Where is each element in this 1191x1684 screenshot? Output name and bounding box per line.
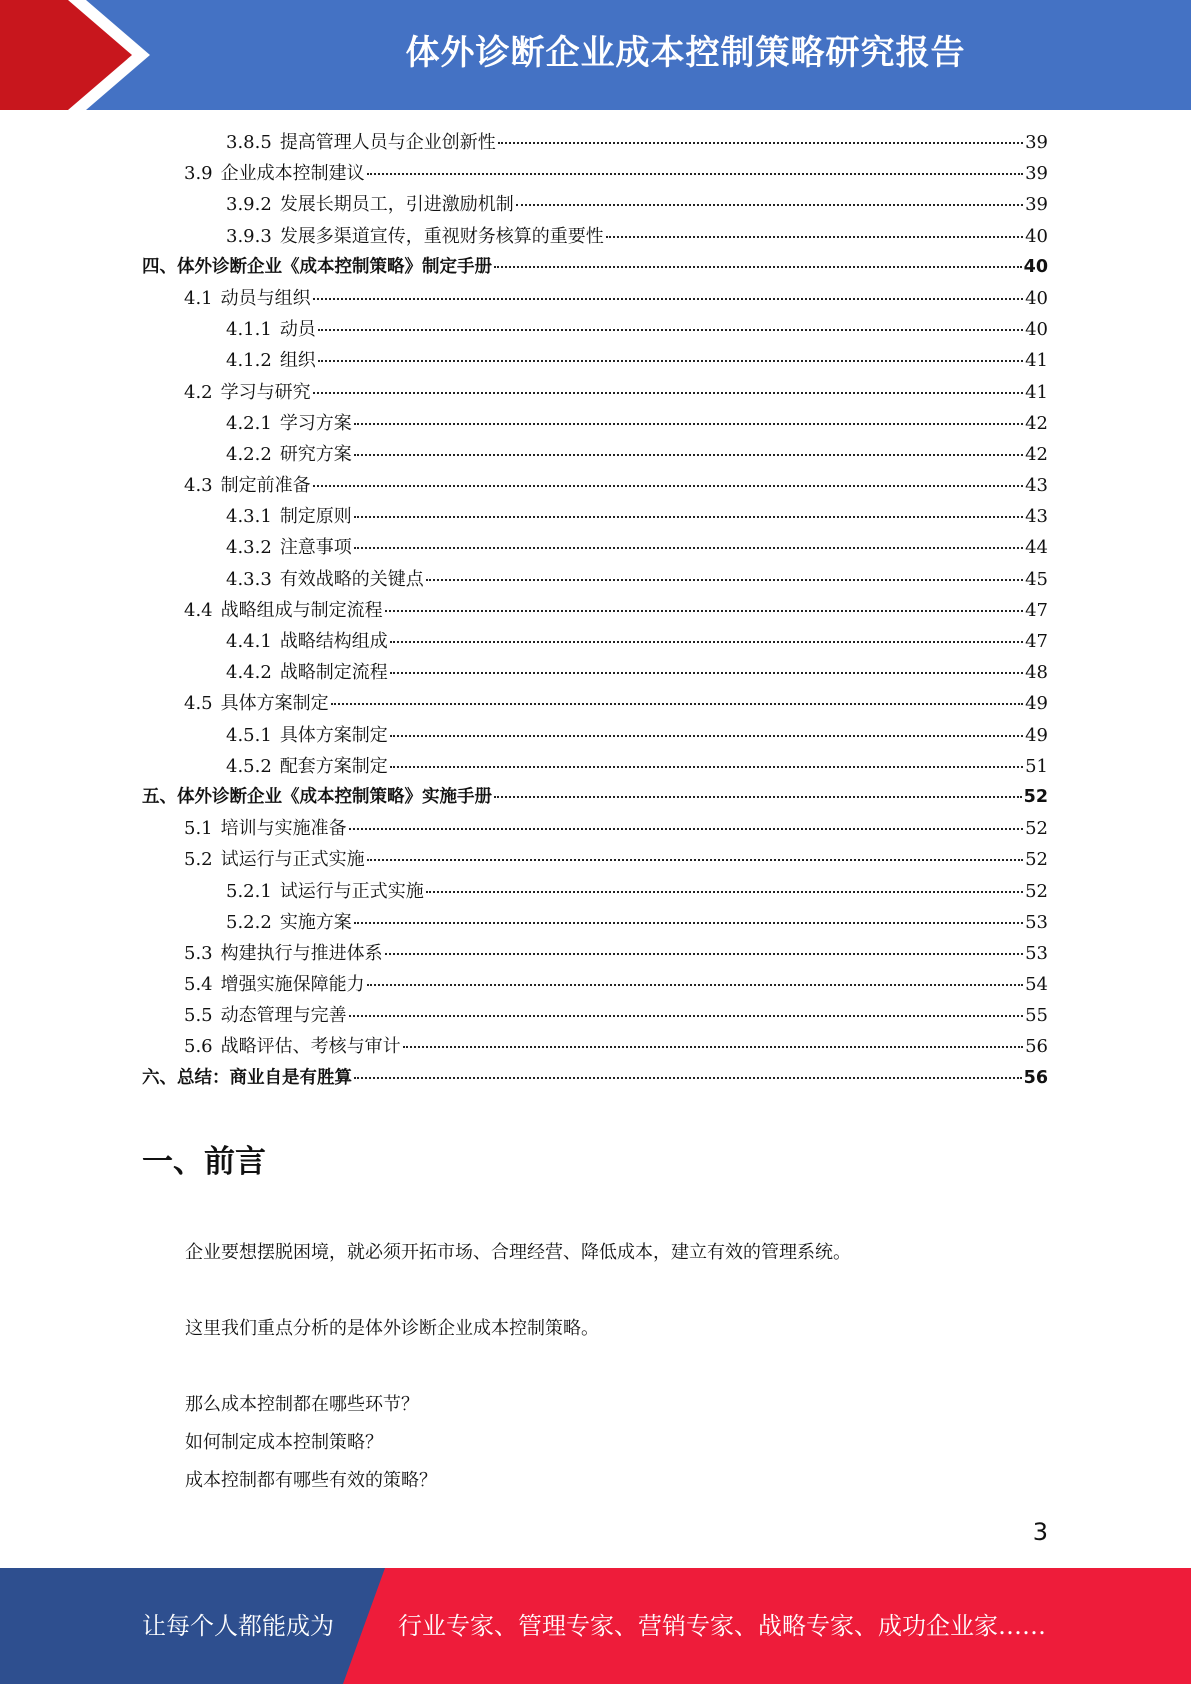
table-of-contents xyxy=(142,128,1048,1095)
toc-entry-page: 40 xyxy=(1025,225,1048,247)
toc-entry-title: 具体方案制定 xyxy=(279,724,388,746)
toc-dot-leader xyxy=(390,672,1023,674)
toc-entry-page: 47 xyxy=(1025,631,1048,652)
toc-dot-leader xyxy=(367,173,1023,175)
toc-entry[interactable] xyxy=(142,689,1048,720)
toc-entry-page: 45 xyxy=(1025,568,1048,590)
toc-dot-leader xyxy=(426,579,1023,581)
toc-entry[interactable] xyxy=(142,1001,1048,1032)
toc-entry-page: 49 xyxy=(1025,693,1048,715)
toc-dot-leader xyxy=(331,703,1023,705)
toc-dot-leader xyxy=(494,796,1022,798)
toc-entry-number: 4.3.1 xyxy=(226,506,272,528)
toc-entry-number: 4.2.1 xyxy=(226,412,272,434)
toc-entry-title: 制定前准备 xyxy=(220,475,311,497)
toc-entry[interactable] xyxy=(142,783,1048,814)
toc-entry-title: 动员 xyxy=(279,319,316,341)
toc-entry-title: 动员与组织 xyxy=(220,287,311,309)
toc-entry-page: 44 xyxy=(1025,537,1048,559)
toc-entry-number: 4.1.2 xyxy=(226,350,272,372)
toc-dot-leader xyxy=(390,641,1023,643)
toc-dot-leader xyxy=(354,547,1023,549)
toc-dot-leader xyxy=(606,236,1023,238)
toc-dot-leader xyxy=(494,266,1022,268)
toc-entry-number: 5.5 xyxy=(184,1005,213,1027)
toc-entry[interactable] xyxy=(142,1064,1048,1095)
toc-dot-leader xyxy=(313,392,1023,394)
toc-entry[interactable] xyxy=(142,939,1048,970)
toc-entry-number: 5.2 xyxy=(184,849,213,871)
toc-entry-number: 4.2.2 xyxy=(226,443,272,465)
toc-entry-title: 研究方案 xyxy=(279,443,352,465)
toc-entry-title: 试运行与正式实施 xyxy=(279,880,424,902)
toc-entry-page: 53 xyxy=(1025,911,1048,933)
toc-entry-number: 5.6 xyxy=(184,1036,213,1058)
toc-entry-page: 55 xyxy=(1025,1005,1048,1027)
toc-entry[interactable] xyxy=(142,627,1048,658)
toc-entry-title: 注意事项 xyxy=(279,537,352,559)
toc-dot-leader xyxy=(390,735,1023,737)
toc-dot-leader xyxy=(354,922,1023,924)
toc-entry[interactable] xyxy=(142,845,1048,876)
toc-entry-page: 52 xyxy=(1025,880,1048,902)
toc-entry-number: 5.2.1 xyxy=(226,880,272,902)
toc-entry[interactable] xyxy=(142,752,1048,783)
toc-entry-title: 企业成本控制建议 xyxy=(220,163,365,185)
toc-entry[interactable] xyxy=(142,877,1048,908)
toc-entry-number: 3.9.2 xyxy=(226,194,272,216)
toc-entry-title: 四、体外诊断企业《成本控制策略》制定手册 xyxy=(142,256,492,277)
toc-dot-leader xyxy=(354,516,1023,518)
toc-entry-page: 42 xyxy=(1025,443,1048,465)
toc-dot-leader xyxy=(385,953,1023,955)
toc-entry[interactable] xyxy=(142,814,1048,845)
toc-entry-title: 发展多渠道宣传，重视财务核算的重要性 xyxy=(279,225,604,247)
toc-entry[interactable] xyxy=(142,315,1048,346)
paragraph: 如何制定成本控制策略？ xyxy=(185,1432,383,1453)
toc-dot-leader xyxy=(516,204,1023,206)
page-header xyxy=(0,0,1191,110)
toc-entry-page: 43 xyxy=(1025,475,1048,497)
toc-entry-page: 56 xyxy=(1025,1036,1048,1058)
toc-entry-title: 动态管理与完善 xyxy=(220,1005,347,1027)
toc-entry-title: 有效战略的关键点 xyxy=(279,568,424,590)
toc-entry[interactable] xyxy=(142,128,1048,159)
toc-dot-leader xyxy=(498,142,1023,144)
toc-dot-leader xyxy=(367,859,1023,861)
toc-entry-page: 40 xyxy=(1025,319,1048,341)
toc-entry[interactable] xyxy=(142,190,1048,221)
toc-dot-leader xyxy=(403,1046,1023,1048)
paragraph: 企业要想摆脱困境，就必须开拓市场、合理经营、降低成本，建立有效的管理系统。 xyxy=(185,1242,851,1263)
toc-entry-title: 学习方案 xyxy=(279,412,352,434)
toc-entry[interactable] xyxy=(142,502,1048,533)
toc-entry-page: 47 xyxy=(1025,599,1048,621)
toc-entry-page: 40 xyxy=(1025,287,1048,309)
toc-entry[interactable] xyxy=(142,284,1048,315)
toc-entry[interactable] xyxy=(142,222,1048,253)
toc-entry-page: 39 xyxy=(1025,132,1048,153)
toc-entry-title: 配套方案制定 xyxy=(279,755,388,777)
toc-entry-number: 3.9 xyxy=(184,163,213,185)
footer-slogan-left: 让每个人都能成为 xyxy=(142,1612,334,1640)
toc-entry[interactable] xyxy=(142,908,1048,939)
toc-dot-leader xyxy=(390,766,1023,768)
toc-entry-title: 增强实施保障能力 xyxy=(220,974,365,996)
toc-entry[interactable] xyxy=(142,658,1048,689)
toc-dot-leader xyxy=(367,984,1023,986)
toc-entry-page: 53 xyxy=(1025,942,1048,964)
toc-entry-number: 4.1.1 xyxy=(226,319,272,341)
toc-entry-page: 56 xyxy=(1023,1067,1048,1088)
toc-entry-title: 战略结构组成 xyxy=(279,631,388,652)
toc-entry-page: 52 xyxy=(1023,786,1048,807)
toc-dot-leader xyxy=(313,298,1023,300)
toc-entry[interactable] xyxy=(142,596,1048,627)
toc-entry-page: 54 xyxy=(1025,974,1048,996)
toc-entry-page: 49 xyxy=(1025,724,1048,746)
toc-entry-number: 4.4 xyxy=(184,599,213,621)
toc-entry-number: 4.1 xyxy=(184,287,213,309)
toc-dot-leader xyxy=(349,828,1023,830)
paragraph: 这里我们重点分析的是体外诊断企业成本控制策略。 xyxy=(185,1318,599,1339)
toc-entry-title: 实施方案 xyxy=(279,911,352,933)
toc-entry[interactable] xyxy=(142,409,1048,440)
toc-entry-number: 5.3 xyxy=(184,942,213,964)
toc-entry-page: 43 xyxy=(1025,506,1048,528)
toc-entry-title: 提高管理人员与企业创新性 xyxy=(279,132,496,153)
toc-entry[interactable] xyxy=(142,440,1048,471)
toc-entry[interactable] xyxy=(142,471,1048,502)
toc-entry-title: 制定原则 xyxy=(279,506,352,528)
toc-entry[interactable] xyxy=(142,565,1048,596)
page-footer xyxy=(0,1568,1191,1684)
toc-entry-title: 构建执行与推进体系 xyxy=(220,942,383,964)
toc-entry[interactable] xyxy=(142,253,1048,284)
toc-entry-number: 3.9.3 xyxy=(226,225,272,247)
toc-entry[interactable] xyxy=(142,1032,1048,1063)
toc-entry-number: 4.3 xyxy=(184,475,213,497)
toc-entry-number: 4.5 xyxy=(184,693,213,715)
toc-dot-leader xyxy=(318,360,1023,362)
toc-entry-title: 培训与实施准备 xyxy=(220,818,347,840)
paragraph: 成本控制都有哪些有效的策略？ xyxy=(185,1470,437,1491)
chevron-red-decoration-icon xyxy=(0,0,140,110)
paragraph: 那么成本控制都在哪些环节？ xyxy=(185,1394,419,1415)
toc-entry-title: 具体方案制定 xyxy=(220,693,329,715)
toc-dot-leader xyxy=(318,329,1023,331)
toc-entry-number: 3.8.5 xyxy=(226,132,272,153)
toc-entry[interactable] xyxy=(142,378,1048,409)
toc-entry-page: 39 xyxy=(1025,163,1048,185)
toc-entry[interactable] xyxy=(142,970,1048,1001)
toc-entry[interactable] xyxy=(142,721,1048,752)
report-title: 体外诊断企业成本控制策略研究报告 xyxy=(405,33,966,73)
toc-entry-page: 41 xyxy=(1025,381,1048,403)
toc-entry-title: 战略组成与制定流程 xyxy=(220,599,383,621)
toc-entry-number: 4.5.1 xyxy=(226,724,272,746)
toc-entry-number: 4.4.2 xyxy=(226,662,272,684)
toc-dot-leader xyxy=(354,423,1023,425)
toc-dot-leader xyxy=(349,1015,1023,1017)
toc-entry-number: 4.5.2 xyxy=(226,755,272,777)
toc-entry-number: 4.3.3 xyxy=(226,568,272,590)
toc-dot-leader xyxy=(354,454,1023,456)
toc-entry-page: 40 xyxy=(1023,256,1048,277)
toc-entry-title: 六、总结：商业自是有胜算 xyxy=(142,1067,352,1088)
toc-entry-number: 5.1 xyxy=(184,818,213,840)
toc-entry-page: 41 xyxy=(1025,350,1048,372)
toc-entry-page: 52 xyxy=(1025,818,1048,840)
toc-entry-page: 52 xyxy=(1025,849,1048,871)
toc-entry-title: 战略制定流程 xyxy=(279,662,388,684)
toc-entry-number: 5.4 xyxy=(184,974,213,996)
page-number: 3 xyxy=(1032,1518,1048,1546)
toc-entry-page: 39 xyxy=(1025,194,1048,216)
toc-entry-page: 48 xyxy=(1025,662,1048,684)
toc-entry[interactable] xyxy=(142,346,1048,377)
toc-entry[interactable] xyxy=(142,533,1048,564)
toc-entry[interactable] xyxy=(142,159,1048,190)
toc-entry-number: 5.2.2 xyxy=(226,911,272,933)
toc-entry-page: 42 xyxy=(1025,412,1048,434)
toc-entry-title: 学习与研究 xyxy=(220,381,311,403)
toc-dot-leader xyxy=(354,1077,1022,1079)
toc-dot-leader xyxy=(385,610,1023,612)
toc-entry-page: 51 xyxy=(1025,755,1048,777)
toc-entry-title: 五、体外诊断企业《成本控制策略》实施手册 xyxy=(142,786,492,807)
toc-entry-number: 4.3.2 xyxy=(226,537,272,559)
toc-entry-title: 发展长期员工，引进激励机制 xyxy=(279,194,514,216)
toc-entry-number: 4.2 xyxy=(184,381,213,403)
toc-entry-title: 组织 xyxy=(279,350,316,372)
footer-slogan-right: 行业专家、管理专家、营销专家、战略专家、成功企业家…… xyxy=(398,1612,1046,1640)
toc-dot-leader xyxy=(426,891,1023,893)
toc-dot-leader xyxy=(313,485,1023,487)
toc-entry-title: 试运行与正式实施 xyxy=(220,849,365,871)
section-heading: 一、前言 xyxy=(142,1144,266,1180)
toc-entry-number: 4.4.1 xyxy=(226,631,272,652)
toc-entry-title: 战略评估、考核与审计 xyxy=(220,1036,401,1058)
